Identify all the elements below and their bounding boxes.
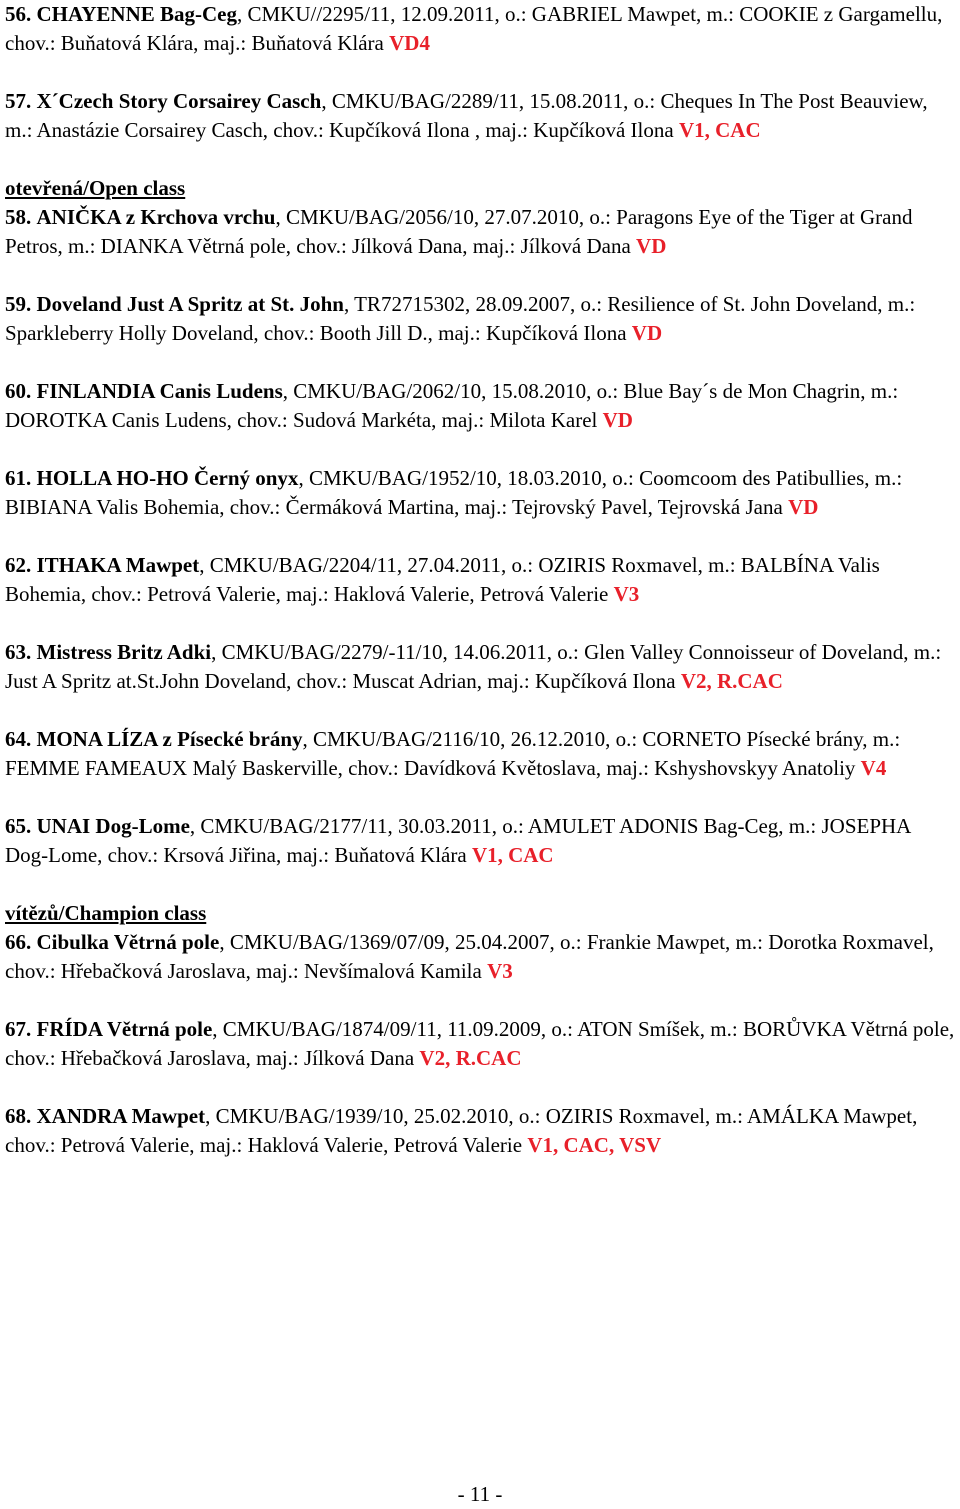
entry-number: 59.	[5, 292, 32, 316]
entry-details: , CMKU/BAG/1874/09/11, 11.09.2009, o.: ATON Smíšek, m.: BORŮVKA Větrná pole, chov.: Hřebačková Jaroslava, maj.: Jílková Dana	[5, 1017, 955, 1070]
entry-details: , CMKU/BAG/1939/10, 25.02.2010, o.: OZIRIS Roxmavel, m.: AMÁLKA Mawpet, chov.: Petrová Valerie, maj.: Haklová Valerie, Petrová Valerie	[5, 1104, 918, 1157]
entry-62	[5, 551, 955, 609]
award: VD4	[389, 31, 430, 55]
dog-name: Cibulka Větrná pole	[36, 930, 220, 954]
entry-number: 61.	[5, 466, 32, 490]
entry-details: , CMKU/BAG/1369/07/09, 25.04.2007, o.: Frankie Mawpet, m.: Dorotka Roxmavel, chov.: Hřebačková Jaroslava, maj.: Nevšímalová Kamila	[5, 930, 934, 983]
award: VD	[602, 408, 633, 432]
dog-name: UNAI Dog-Lome	[36, 814, 190, 838]
dog-name: ANIČKA z Krchova vrchu	[36, 205, 276, 229]
entry-number: 65.	[5, 814, 32, 838]
entry-68	[5, 1102, 955, 1160]
entry-number: 66.	[5, 930, 32, 954]
entry-details: , CMKU/BAG/2177/11, 30.03.2011, o.: AMULET ADONIS Bag-Ceg, m.: JOSEPHA Dog-Lome, chov.: Krsová Jiřina, maj.: Buňatová Klára	[5, 814, 911, 867]
entry-67	[5, 1015, 955, 1073]
page-number: - 11 -	[457, 1482, 503, 1506]
dog-name: MONA LÍZA z Písecké brány	[36, 727, 303, 751]
dog-name: CHAYENNE Bag-Ceg	[36, 2, 237, 26]
entry-64	[5, 725, 955, 783]
entry-63	[5, 638, 955, 696]
entry-57	[5, 87, 955, 145]
entry-details: , CMKU/BAG/2279/-11/10, 14.06.2011, o.: Glen Valley Connoisseur of Doveland, m.: Just A Spritz at.St.John Doveland, chov.: Muscat Adrian, maj.: Kupčíková Ilona	[5, 640, 942, 693]
dog-name: FINLANDIA Canis Ludens	[36, 379, 283, 403]
dog-name: FRÍDA Větrná pole	[36, 1017, 213, 1041]
entry-58	[5, 203, 955, 261]
entry-number: 58.	[5, 205, 32, 229]
entry-details: , TR72715302, 28.09.2007, o.: Resilience of St. John Doveland, m.: Sparkleberry Holly Doveland, chov.: Booth Jill D., maj.: Kupčíková Ilona	[5, 292, 916, 345]
entry-details: , CMKU/BAG/2204/11, 27.04.2011, o.: OZIRIS Roxmavel, m.: BALBÍNA Valis Bohemia, chov.: Petrová Valerie, maj.: Haklová Valerie, Petrová Valerie	[5, 553, 880, 606]
entry-number: 56.	[5, 2, 32, 26]
dog-name: ITHAKA Mawpet	[36, 553, 200, 577]
entry-number: 57.	[5, 89, 32, 113]
entry-65	[5, 812, 955, 870]
entry-details: , CMKU/BAG/1952/10, 18.03.2010, o.: Coomcoom des Patibullies, m.: BIBIANA Valis Bohemia, chov.: Čermáková Martina, maj.: Tejrovský Pavel, Tejrovská Jana	[5, 466, 903, 519]
entry-56	[5, 0, 955, 58]
entry-60	[5, 377, 955, 435]
entry-details: , CMKU/BAG/2062/10, 15.08.2010, o.: Blue Bay´s de Mon Chagrin, m.: DOROTKA Canis Ludens, chov.: Sudová Markéta, maj.: Milota Karel	[5, 379, 899, 432]
entry-66	[5, 928, 955, 986]
entry-61	[5, 464, 955, 522]
award: V1, CAC	[678, 118, 761, 142]
entry-59	[5, 290, 955, 348]
entry-details: , CMKU//2295/11, 12.09.2011, o.: GABRIEL Mawpet, m.: COOKIE z Gargamellu, chov.: Buňatová Klára, maj.: Buňatová Klára	[5, 2, 943, 55]
class-heading-open: otevřená/Open class	[5, 176, 186, 200]
class-heading-champion: vítězů/Champion class	[5, 901, 207, 925]
dog-name: HOLLA HO-HO Černý onyx	[36, 466, 299, 490]
entry-details: , CMKU/BAG/2056/10, 27.07.2010, o.: Paragons Eye of the Tiger at Grand Petros, m.: DIANKA Větrná pole, chov.: Jílková Dana, maj.: Jílková Dana	[5, 205, 913, 258]
award: V4	[860, 756, 887, 780]
entry-number: 67.	[5, 1017, 32, 1041]
entry-details: , CMKU/BAG/2289/11, 15.08.2011, o.: Cheques In The Post Beauview, m.: Anastázie Corsairey Casch, chov.: Kupčíková Ilona , maj.: Kupčíková Ilona	[5, 89, 928, 142]
dog-name: XANDRA Mawpet	[36, 1104, 206, 1128]
dog-name: Mistress Britz Adki	[36, 640, 212, 664]
award: V3	[487, 959, 513, 983]
entry-number: 60.	[5, 379, 32, 403]
dog-name: Doveland Just A Spritz at St. John	[36, 292, 344, 316]
award: VD	[788, 495, 819, 519]
award: V3	[613, 582, 640, 606]
award: V1, CAC, VSV	[527, 1133, 662, 1157]
dog-name: X´Czech Story Corsairey Casch	[36, 89, 322, 113]
award: VD	[636, 234, 667, 258]
award: V2, R.CAC	[419, 1046, 522, 1070]
entry-number: 62.	[5, 553, 32, 577]
entry-number: 64.	[5, 727, 32, 751]
document-page	[5, 0, 955, 1160]
award: V2, R.CAC	[680, 669, 783, 693]
award: VD	[631, 321, 663, 345]
entry-details: , CMKU/BAG/2116/10, 26.12.2010, o.: CORNETO Písecké brány, m.: FEMME FAMEAUX Malý Baskerville, chov.: Davídková Květoslava, maj.: Kshyshovskyy Anatoliy	[5, 727, 901, 780]
entry-number: 63.	[5, 640, 32, 664]
entry-number: 68.	[5, 1104, 32, 1128]
award: V1, CAC	[471, 843, 554, 867]
